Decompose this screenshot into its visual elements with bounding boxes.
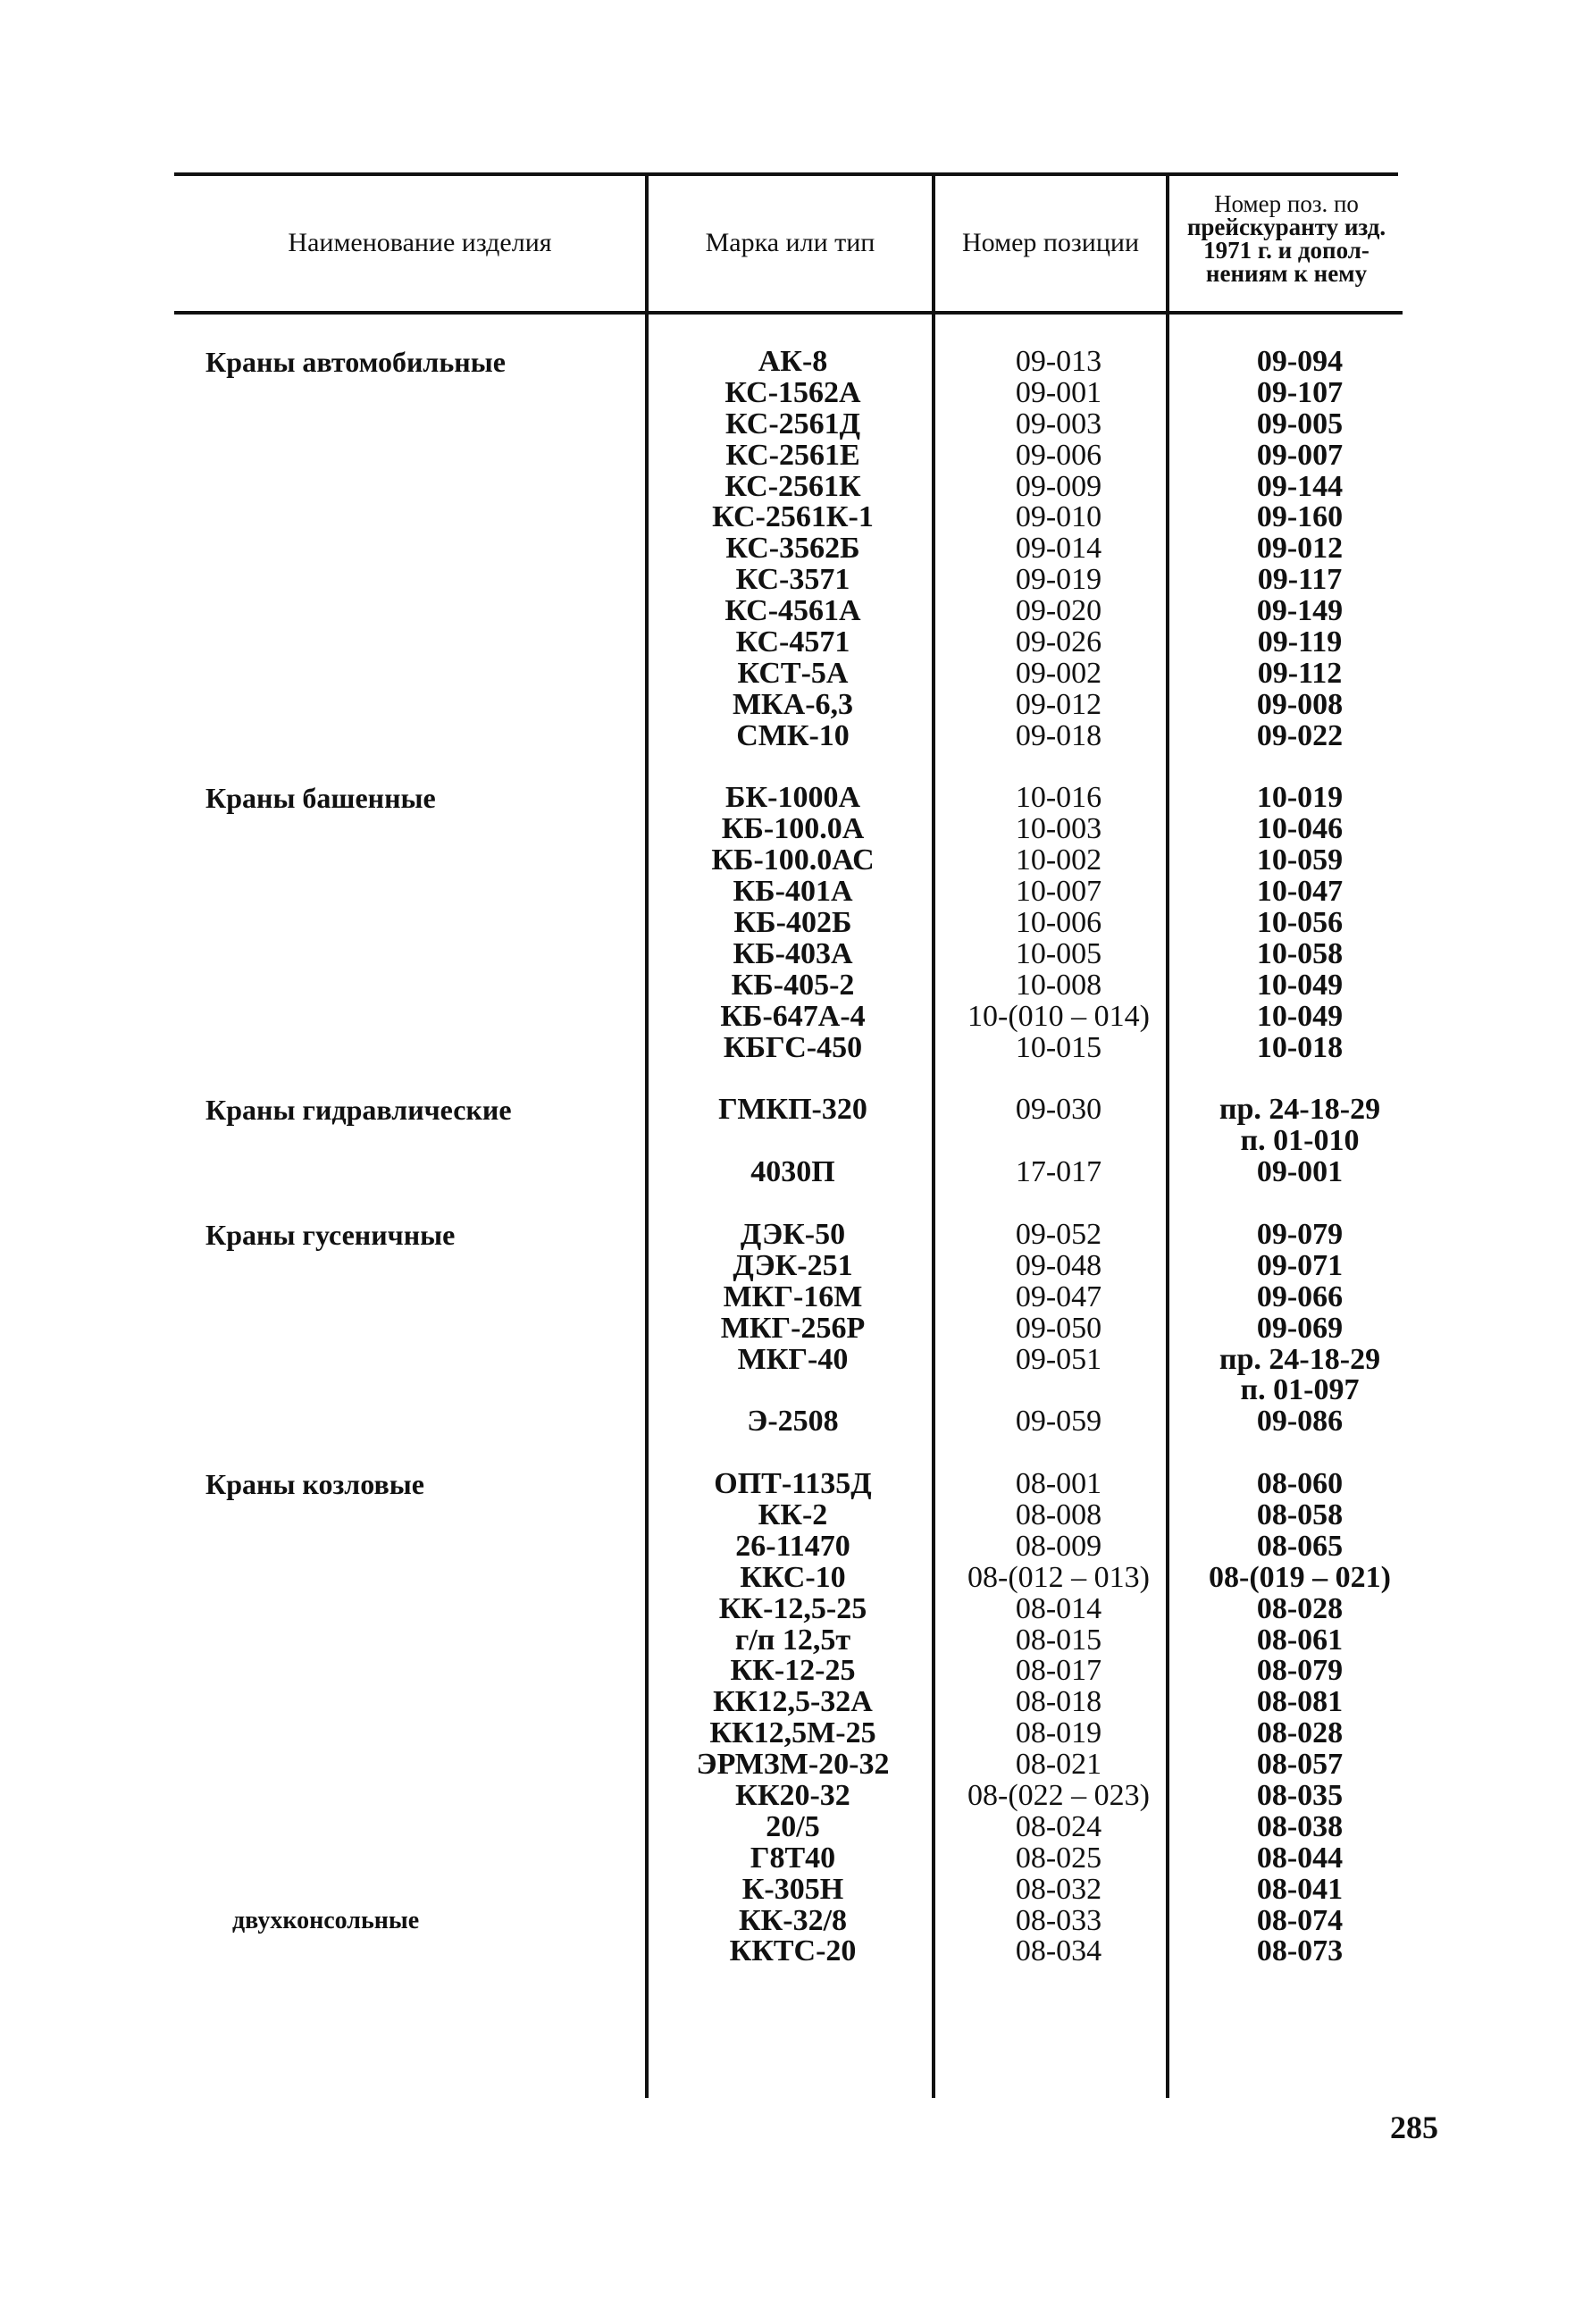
row-name-cell [179, 409, 648, 440]
row-position-cell: 08-015 [1015, 1623, 1102, 1657]
row-pricelist-ref-cell: 10-058 [1256, 936, 1344, 970]
row-position-cell: 08-032 [1015, 1872, 1102, 1906]
row-type-cell: ГМКП-320 [718, 1093, 867, 1127]
row-pricelist-ref-cell: 09-117 [1257, 563, 1343, 597]
row-type-cell: МКГ-40 [737, 1342, 849, 1376]
row-pricelist-ref-cell: 09-066 [1256, 1279, 1344, 1313]
header-col-ref-line-4: нениям к нему [1205, 260, 1368, 287]
row-position-cell: 09-052 [1015, 1217, 1102, 1251]
row-position-cell: 09-048 [1015, 1248, 1102, 1282]
row-type-cell: ОПТ-1135Д [714, 1467, 872, 1501]
row-type-cell [648, 1126, 938, 1157]
row-name-cell [179, 1375, 648, 1406]
table-body [179, 347, 1429, 1967]
row-position-cell: 10-005 [1015, 936, 1102, 970]
row-position-cell: 09-009 [1015, 469, 1102, 503]
row-name-cell [179, 690, 648, 721]
row-type-cell: КБГС-450 [723, 1030, 863, 1064]
row-position-cell: 08-008 [1015, 1498, 1102, 1531]
row-type-cell: ККС-10 [740, 1560, 846, 1594]
row-position-cell [938, 1126, 1170, 1157]
row-type-cell: КС-3571 [735, 563, 850, 597]
row-type-cell: КБ-100.0А [721, 812, 865, 846]
row-name-cell [179, 1812, 648, 1843]
row-pricelist-ref-cell: 10-046 [1256, 812, 1344, 846]
row-type-cell: МКГ-256Р [720, 1311, 866, 1345]
row-name-cell: Краны гусеничные [205, 1218, 456, 1251]
row-name-cell [179, 939, 648, 970]
row-type-cell: КС-4561А [724, 594, 861, 628]
row-name-cell: Краны автомобильные [205, 346, 506, 378]
row-name-cell [179, 970, 648, 1002]
row-pricelist-ref-cell: 08-028 [1256, 1591, 1344, 1625]
row-pricelist-ref-cell: 10-056 [1256, 906, 1344, 940]
row-position-cell: 09-030 [1015, 1093, 1102, 1127]
row-pricelist-ref-cell: 08-079 [1256, 1654, 1344, 1688]
row-type-cell: КСТ-5А [737, 656, 849, 690]
row-type-cell: КБ-100.0АС [711, 843, 875, 877]
row-pricelist-ref-cell: 08-058 [1256, 1498, 1344, 1531]
row-pricelist-ref-cell [1170, 1063, 1429, 1095]
row-pricelist-ref-cell: 10-018 [1256, 1030, 1344, 1064]
row-pricelist-ref-cell: 10-059 [1256, 843, 1344, 877]
row-name-cell [179, 752, 648, 784]
row-name-cell [179, 1594, 648, 1625]
row-pricelist-ref-cell: 09-112 [1257, 656, 1343, 690]
row-position-cell: 10-(010 – 014) [967, 999, 1150, 1033]
row-name-cell [179, 1345, 648, 1376]
row-position-cell: 09-019 [1015, 563, 1102, 597]
row-position-cell [938, 752, 1170, 784]
row-pricelist-ref-cell: 10-047 [1256, 875, 1344, 909]
header-col-name: Наименование изделия [288, 228, 552, 257]
row-pricelist-ref-cell: 09-107 [1256, 375, 1344, 409]
row-pricelist-ref-cell: 09-160 [1256, 500, 1344, 534]
row-pricelist-ref-cell: 09-119 [1257, 625, 1343, 659]
row-type-cell: КБ-405-2 [731, 968, 855, 1002]
row-type-cell: 20/5 [766, 1809, 820, 1843]
row-pricelist-ref-cell: 09-008 [1256, 687, 1344, 721]
row-pricelist-ref-cell: 08-060 [1256, 1467, 1344, 1501]
row-position-cell: 10-008 [1015, 968, 1102, 1002]
row-pricelist-ref-cell: 10-049 [1256, 999, 1344, 1033]
row-type-cell: КК20-32 [735, 1778, 850, 1812]
header-col-ref-line-2: прейскуранту изд. [1186, 214, 1386, 240]
row-name-cell [179, 1406, 648, 1438]
row-pricelist-ref-cell: 09-005 [1256, 407, 1344, 440]
row-pricelist-ref-cell: 10-049 [1256, 968, 1344, 1002]
header-col-type: Марка или тип [705, 228, 875, 257]
row-name-cell [179, 877, 648, 908]
row-type-cell: Г8Т40 [750, 1841, 836, 1875]
row-name-cell [179, 440, 648, 472]
row-pricelist-ref-cell: 08-073 [1256, 1934, 1344, 1968]
row-position-cell [938, 1188, 1170, 1220]
row-pricelist-ref-cell: 09-071 [1256, 1248, 1344, 1282]
row-name-cell [179, 1126, 648, 1157]
row-name-cell [179, 1936, 648, 1967]
row-name-cell [179, 1157, 648, 1188]
row-type-cell [648, 752, 938, 784]
row-position-cell [938, 1438, 1170, 1469]
row-position-cell [938, 1375, 1170, 1406]
row-pricelist-ref-cell: 08-057 [1256, 1748, 1344, 1782]
row-position-cell: 08-001 [1015, 1467, 1102, 1501]
row-pricelist-ref-cell: пр. 24-18-29 [1219, 1093, 1381, 1127]
row-type-cell: КБ-647А-4 [720, 999, 866, 1033]
header-top-rule [174, 172, 1398, 176]
row-position-cell: 09-059 [1015, 1405, 1102, 1439]
row-pricelist-ref-cell: 08-065 [1256, 1529, 1344, 1563]
row-name-cell [179, 1718, 648, 1749]
row-name-cell [179, 502, 648, 533]
row-name-cell [179, 1563, 648, 1594]
row-name-cell [179, 845, 648, 877]
row-name-cell [179, 1063, 648, 1095]
row-type-cell [648, 1438, 938, 1469]
row-position-cell: 09-050 [1015, 1311, 1102, 1345]
row-name-cell [179, 472, 648, 503]
row-position-cell: 08-034 [1015, 1934, 1102, 1968]
row-name-cell [179, 1251, 648, 1282]
row-type-cell: КБ-402Б [733, 906, 852, 940]
row-position-cell: 10-015 [1015, 1030, 1102, 1064]
row-position-cell: 09-006 [1015, 438, 1102, 472]
row-type-cell: К-305Н [741, 1872, 844, 1906]
row-type-cell: КК12,5М-25 [709, 1716, 876, 1750]
row-position-cell: 09-012 [1015, 687, 1102, 721]
page-number: 285 [1390, 2110, 1438, 2145]
row-position-cell: 08-019 [1015, 1716, 1102, 1750]
row-type-cell: КК-12-25 [730, 1654, 856, 1688]
row-type-cell [648, 1375, 938, 1406]
row-position-cell: 08-024 [1015, 1809, 1102, 1843]
row-name-cell: Краны козловые [205, 1468, 424, 1501]
row-name-cell [179, 596, 648, 627]
row-type-cell: КК-12,5-25 [718, 1591, 867, 1625]
row-name-cell [179, 565, 648, 596]
row-position-cell: 09-020 [1015, 594, 1102, 628]
row-name-cell [179, 1843, 648, 1875]
row-name-cell [179, 378, 648, 409]
row-position-cell: 09-002 [1015, 656, 1102, 690]
row-type-cell: КС-4571 [735, 625, 850, 659]
row-name-cell [179, 1500, 648, 1531]
row-position-cell: 08-033 [1015, 1903, 1102, 1937]
row-name-cell: Краны гидравлические [205, 1094, 512, 1127]
row-pricelist-ref-cell [1170, 752, 1429, 784]
row-name-cell [179, 1875, 648, 1906]
row-position-cell: 09-026 [1015, 625, 1102, 659]
row-pricelist-ref-cell: 08-074 [1256, 1903, 1344, 1937]
row-position-cell: 10-002 [1015, 843, 1102, 877]
row-pricelist-ref-cell: 09-144 [1256, 469, 1344, 503]
row-position-cell: 10-016 [1015, 781, 1102, 815]
row-type-cell: 4030П [750, 1155, 835, 1189]
row-type-cell: Э-2508 [747, 1405, 839, 1439]
row-type-cell [648, 1188, 938, 1220]
header-col-ref [1166, 192, 1407, 285]
row-pricelist-ref-cell: 09-086 [1256, 1405, 1344, 1439]
row-type-cell: КС-2561Д [724, 407, 861, 440]
row-pricelist-ref-cell: 08-044 [1256, 1841, 1344, 1875]
row-pricelist-ref-cell: п. 01-010 [1240, 1124, 1360, 1158]
row-position-cell: 08-009 [1015, 1529, 1102, 1563]
row-type-cell: КС-1562А [724, 375, 861, 409]
row-pricelist-ref-cell: 09-001 [1256, 1155, 1344, 1189]
row-pricelist-ref-cell: 08-028 [1256, 1716, 1344, 1750]
row-pricelist-ref-cell [1170, 1188, 1429, 1220]
row-type-cell: КС-3562Б [725, 532, 860, 566]
row-position-cell: 09-051 [1015, 1342, 1102, 1376]
row-pricelist-ref-cell: 08-041 [1256, 1872, 1344, 1906]
row-type-cell: КС-2561Е [725, 438, 860, 472]
row-name-cell [179, 1002, 648, 1033]
row-position-cell: 09-013 [1015, 345, 1102, 378]
row-name-cell [179, 533, 648, 565]
row-type-cell: КБ-403А [733, 936, 853, 970]
row-type-cell: 26-11470 [735, 1529, 850, 1563]
row-type-cell: ДЭК-251 [733, 1248, 853, 1282]
row-name-cell [179, 1687, 648, 1718]
row-position-cell: 09-018 [1015, 718, 1102, 752]
row-position-cell: 09-003 [1015, 407, 1102, 440]
row-pricelist-ref-cell [1170, 1438, 1429, 1469]
row-name-cell: двухконсольные [232, 1906, 420, 1934]
row-position-cell: 17-017 [1015, 1155, 1102, 1189]
row-name-cell [179, 1033, 648, 1064]
row-pricelist-ref-cell: 09-149 [1256, 594, 1344, 628]
header-col-ref-line-3: 1971 г. и допол- [1203, 237, 1369, 264]
row-position-cell: 09-014 [1015, 532, 1102, 566]
row-name-cell [179, 1749, 648, 1781]
row-name-cell [179, 1313, 648, 1345]
row-position-cell: 08-025 [1015, 1841, 1102, 1875]
row-pricelist-ref-cell: 09-022 [1256, 718, 1344, 752]
row-type-cell: ЭРМЗМ-20-32 [696, 1748, 890, 1782]
row-position-cell: 08-014 [1015, 1591, 1102, 1625]
row-type-cell: КБ-401А [733, 875, 853, 909]
row-type-cell: г/п 12,5т [734, 1623, 851, 1657]
row-position-cell: 08-021 [1015, 1748, 1102, 1782]
row-pricelist-ref-cell: 08-081 [1256, 1685, 1344, 1719]
row-pricelist-ref-cell: 09-094 [1256, 345, 1344, 378]
row-name-cell [179, 908, 648, 939]
row-name-cell [179, 1188, 648, 1220]
row-name-cell [179, 1438, 648, 1469]
row-name-cell [179, 1531, 648, 1563]
row-type-cell: КК-32/8 [738, 1903, 848, 1937]
row-pricelist-ref-cell: 09-012 [1256, 532, 1344, 566]
row-name-cell [179, 1282, 648, 1313]
header-col-ref-line-1: Номер поз. по [1214, 190, 1359, 217]
row-pricelist-ref-cell: 10-019 [1256, 781, 1344, 815]
row-pricelist-ref-cell: п. 01-097 [1240, 1373, 1360, 1407]
row-name-cell [179, 1656, 648, 1687]
row-type-cell: БК-1000А [724, 781, 860, 815]
row-pricelist-ref-cell: 08-035 [1256, 1778, 1344, 1812]
row-type-cell: КК-2 [758, 1498, 828, 1531]
row-pricelist-ref-cell: 08-061 [1256, 1623, 1344, 1657]
row-type-cell: КК12,5-32А [713, 1685, 873, 1719]
row-position-cell: 08-(012 – 013) [967, 1560, 1150, 1594]
row-type-cell: СМК-10 [736, 718, 850, 752]
row-position-cell: 09-001 [1015, 375, 1102, 409]
row-type-cell: МКГ-16М [723, 1279, 863, 1313]
row-name-cell: Краны башенные [205, 782, 436, 815]
row-name-cell [179, 814, 648, 845]
row-position-cell: 09-010 [1015, 500, 1102, 534]
row-position-cell: 08-017 [1015, 1654, 1102, 1688]
row-type-cell: ДЭК-50 [740, 1217, 846, 1251]
row-pricelist-ref-cell: 09-069 [1256, 1311, 1344, 1345]
row-type-cell [648, 1063, 938, 1095]
row-name-cell [179, 1781, 648, 1812]
row-type-cell: КС-2561К [724, 469, 861, 503]
row-position-cell: 10-007 [1015, 875, 1102, 909]
row-pricelist-ref-cell: пр. 24-18-29 [1219, 1342, 1381, 1376]
row-type-cell: АК-8 [758, 345, 828, 378]
row-type-cell: МКА-6,3 [732, 687, 854, 721]
row-name-cell [179, 627, 648, 659]
row-position-cell: 09-047 [1015, 1279, 1102, 1313]
header-bottom-rule [174, 311, 1403, 315]
row-pricelist-ref-cell: 08-(019 – 021) [1209, 1560, 1391, 1594]
row-position-cell: 10-003 [1015, 812, 1102, 846]
row-pricelist-ref-cell: 09-079 [1256, 1217, 1344, 1251]
row-type-cell: ККТС-20 [729, 1934, 857, 1968]
row-name-cell [179, 721, 648, 752]
row-pricelist-ref-cell: 08-038 [1256, 1809, 1344, 1843]
row-position-cell: 10-006 [1015, 906, 1102, 940]
row-position-cell: 08-(022 – 023) [967, 1778, 1150, 1812]
row-name-cell [179, 659, 648, 690]
row-position-cell [938, 1063, 1170, 1095]
row-name-cell [179, 1625, 648, 1657]
header-col-pos: Номер позиции [961, 228, 1140, 257]
row-type-cell: КС-2561К-1 [712, 500, 874, 534]
row-pricelist-ref-cell: 09-007 [1256, 438, 1344, 472]
row-position-cell: 08-018 [1015, 1685, 1102, 1719]
